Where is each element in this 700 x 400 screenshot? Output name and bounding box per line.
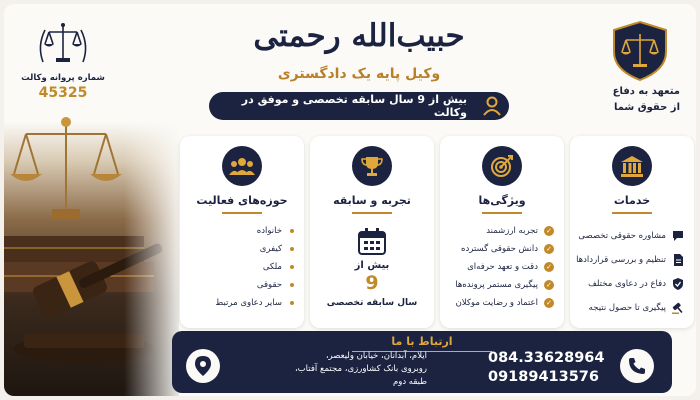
address-line: روبروی بانک کشاورزی، مجتمع آفتاب، xyxy=(294,364,427,374)
list-item: ✓ پیگیری مستمر پرونده‌ها xyxy=(446,276,554,294)
contact-bar xyxy=(172,331,672,393)
check-icon: ✓ xyxy=(544,244,554,254)
card-experience xyxy=(310,136,434,328)
gavel-icon xyxy=(672,302,684,314)
headline-bar xyxy=(209,92,509,120)
bullet-icon xyxy=(290,283,294,287)
list-item: دفاع در دعاوی مختلف xyxy=(576,272,684,296)
list-item: سایر دعاوی مرتبط xyxy=(186,294,294,312)
list-item: ✓ اعتماد و رضایت موکلان xyxy=(446,294,554,312)
check-icon: ✓ xyxy=(544,262,554,272)
lawyer-name: حبیب‌الله رحمتی xyxy=(253,18,465,54)
chat-icon xyxy=(672,230,684,242)
list-item: خانواده xyxy=(186,222,294,240)
list-item: ✓ دانش حقوقی گسترده xyxy=(446,240,554,258)
document-icon xyxy=(672,254,684,266)
bullet-icon xyxy=(290,247,294,251)
trophy-icon xyxy=(352,146,392,186)
check-icon: ✓ xyxy=(544,280,554,290)
title-rule xyxy=(612,212,652,214)
bullet-icon xyxy=(290,265,294,269)
list-item: ✓ دقت و تعهد حرفه‌ای xyxy=(446,258,554,276)
experience-years: 9 xyxy=(365,272,379,294)
list-item: کیفری xyxy=(186,240,294,258)
list-item: حقوقی xyxy=(186,276,294,294)
phone-landline[interactable]: 084.33628964 xyxy=(488,350,605,366)
commitment-line-1: متعهد به دفاع xyxy=(612,86,680,97)
license-number: 45325 xyxy=(38,85,88,101)
services-title: خدمات xyxy=(613,194,651,207)
license-label: شماره پروانه وکالت xyxy=(21,73,105,83)
target-icon xyxy=(482,146,522,186)
user-icon xyxy=(481,95,503,117)
address xyxy=(247,350,427,389)
card-practice-areas xyxy=(180,136,304,328)
list-item: ملکی xyxy=(186,258,294,276)
list-item: مشاوره حقوقی تخصصی xyxy=(576,224,684,248)
commitment-line-2: از حقوق شما xyxy=(613,102,680,113)
shield-check-icon xyxy=(672,278,684,290)
license-badge xyxy=(18,18,108,101)
business-card xyxy=(4,4,696,396)
bullet-icon xyxy=(290,301,294,305)
lawyer-subtitle: وکیل پایه یک دادگستری xyxy=(277,66,441,82)
check-icon: ✓ xyxy=(544,298,554,308)
title-rule xyxy=(482,212,522,214)
card-services xyxy=(570,136,694,328)
shield-scales-icon xyxy=(610,20,670,82)
address-line: ایلام، آبدانان، خیابان ولیعصر، xyxy=(325,351,427,361)
practice-title: حوزه‌های فعالیت xyxy=(196,194,288,207)
scales-laurel-icon xyxy=(35,18,91,70)
location-pin-icon xyxy=(186,349,220,383)
list-item: تنظیم و بررسی قراردادها xyxy=(576,248,684,272)
experience-caption: سال سابقه تخصصی xyxy=(326,298,418,308)
list-item: ✓ تجربه ارزشمند xyxy=(446,222,554,240)
experience-from: بیش از xyxy=(354,260,390,271)
phone-icon xyxy=(620,349,654,383)
experience-title: تجربه و سابقه xyxy=(333,194,411,207)
contact-title: ارتباط با ما xyxy=(391,335,453,348)
practice-list xyxy=(186,222,294,312)
address-line: طبقه دوم xyxy=(392,377,427,387)
group-icon xyxy=(222,146,262,186)
phone-mobile[interactable]: 09189413576 xyxy=(488,369,599,385)
features-list xyxy=(446,222,554,312)
courthouse-icon xyxy=(612,146,652,186)
title-rule xyxy=(222,212,262,214)
title-rule xyxy=(352,212,392,214)
card-features xyxy=(440,136,564,328)
check-icon: ✓ xyxy=(544,226,554,236)
services-list xyxy=(576,224,684,320)
bullet-icon xyxy=(290,229,294,233)
list-item: پیگیری تا حصول نتیجه xyxy=(576,296,684,320)
headline-text: بیش از 9 سال سابقه تخصصی و موفق در وکالت xyxy=(241,93,467,119)
features-title: ویژگی‌ها xyxy=(478,194,526,207)
shield-badge xyxy=(610,20,670,86)
calendar-icon xyxy=(357,228,387,256)
